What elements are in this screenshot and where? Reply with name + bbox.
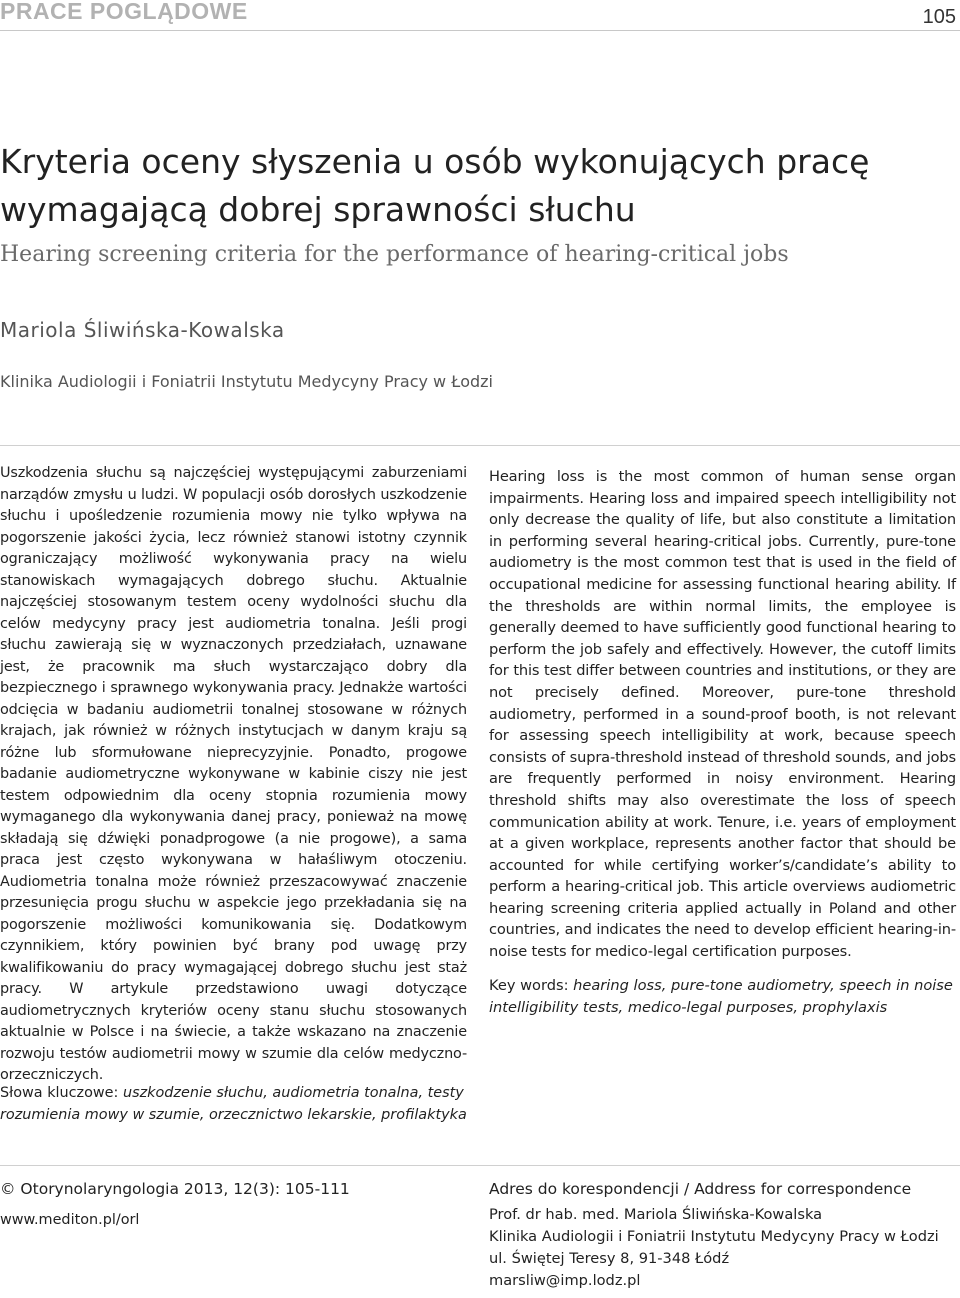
section-label: PRACE POGLĄDOWE — [0, 0, 248, 24]
keywords-polish-label: Słowa kluczowe: — [0, 1085, 119, 1101]
abstract-polish: Uszkodzenia słuchu są najczęściej występującymi zaburzeniami narządów zmysłu u ludzi. W populacji osób dorosłych uszkodzenie słuchu i upośledzenie rozumienia mowy nie tylko wpływa na pogorszenie jakości życia, lecz również stanowi istotny czynnik ograniczający możliwość wykonywania pracy na wielu stanowiskach wymagających dobrego słuchu. Aktualnie najczęściej stosowanym testem oceny wydolności słuchu dla celów medycyny pracy jest audiometria tonalna. Jeśli progi słuchu zawierają się w wyznaczonych przedziałach, uznawane jest, że pracownik ma słuch wystarczająco dobry dla bezpiecznego i sprawnego wykonywania pracy. Jednakże wartości odcięcia w badaniu audiometrii tonalnej stosowane w różnych krajach, jak również w różnych instytucjach w danym kraju są różne lub sformułowane nieprecyzyjnie. Ponadto, progowe badanie audiometryczne wykonywane w kabinie ciszy nie jest testem odpowiednim dla oceny stopnia rozumienia mowy wymaganego dla wykonywania danej pracy, ponieważ na mowę składają się dźwięki ponadprogowe (a nie progowe), a sama praca jest często wykonywana w hałaśliwym otoczeniu. Audiometria tonalna może również przeszacowywać znaczenie przesunięcia progu słuchu w aspekcie jego przekładania się na pogorszenie możliwości komunikowania się. Dodatkowym czynnikiem, który powinien być brany pod uwagę przy kwalifikowaniu do pracy wymagającej dobrego słuchu jest staż pracy. W artykule przedstawiono uwagi dotyczące audiometrycznych kryteriów oceny stanu słuchu stosowanych aktualnie w Polsce i na świecie, a także wskazano na znaczenie rozwoju testów audiometrii mowy w szumie dla celów medyczno-orzeczniczych. — [0, 465, 467, 1083]
correspondence-institution: Klinika Audiologii i Foniatrii Instytutu Medycyny Pracy w Łodzi — [489, 1228, 939, 1245]
abstract-english: Hearing loss is the most common of human sense organ impairments. Hearing loss and impaired speech intelligibility not only decrease the quality of life, but also constitute a limitation in performing several hearing-critical jobs. Currently, pure-tone audiometry is the most common test that is used in the field of occupational medicine for assessing functional hearing ability. If the thresholds are within normal limits, the employee is generally deemed to have sufficiently good functional hearing to perform the job safely and effectively. However, the cutoff limits for this test differ between countries and institutions, or they are not precisely defined. Moreover, pure-tone threshold audiometry, performed in a sound-proof booth, is not relevant for assessing speech intelligibility at work, because speech consists of supra-threshold instead of threshold sounds, and jobs are frequently performed in noisy environment. Hearing threshold shifts may also overestimate the loss of speech communication ability at work. Tenure, i.e. years of employment at a given workplace, represents another factor that should be accounted for while certifying worker’s/candidate’s ability to perform a hearing-critical job. This article overviews audiometric hearing screening criteria applied actually in Poland and other countries, and indicates the need to develop efficient hearing-in-noise tests for medico-legal certification purposes. — [489, 468, 956, 961]
keywords-polish — [0, 1082, 467, 1126]
keywords-english-text: hearing loss, pure-tone audiometry, speech in noise intelligibility tests, medico-legal purposes, prophylaxis — [489, 977, 953, 1016]
keywords-polish-text: uszkodzenie słuchu, audiometria tonalna, testy rozumienia mowy w szumie, orzecznictwo lekarskie, profilaktyka — [0, 1085, 467, 1123]
keywords-english — [489, 975, 956, 1019]
correspondence-address: ul. Świętej Teresy 8, 91-348 Łódź — [489, 1250, 730, 1267]
footer-divider — [0, 1165, 960, 1166]
correspondence-heading: Adres do korespondencji / Address for correspondence — [489, 1180, 912, 1198]
article-title-english: Hearing screening criteria for the performance of hearing-critical jobs — [0, 242, 789, 267]
header-divider — [0, 30, 960, 31]
author-affiliation: Klinika Audiologii i Foniatrii Instytutu Medycyny Pracy w Łodzi — [0, 372, 493, 391]
article-title-polish: Kryteria oceny słyszenia u osób wykonujących pracę wymagającą dobrej sprawności słuchu — [0, 142, 870, 229]
author-name: Mariola Śliwińska-Kowalska — [0, 318, 285, 342]
correspondence-name: Prof. dr hab. med. Mariola Śliwińska-Kowalska — [489, 1206, 823, 1223]
keywords-english-label: Key words: — [489, 977, 569, 994]
journal-url[interactable]: www.mediton.pl/orl — [0, 1212, 140, 1228]
page-number: 105 — [922, 6, 956, 28]
journal-citation: © Otorynolaryngologia 2013, 12(3): 105-111 — [0, 1180, 350, 1198]
correspondence-email[interactable]: marsliw@imp.lodz.pl — [489, 1272, 641, 1289]
correspondence-block — [489, 1180, 959, 1292]
abstract-top-divider — [0, 445, 960, 446]
